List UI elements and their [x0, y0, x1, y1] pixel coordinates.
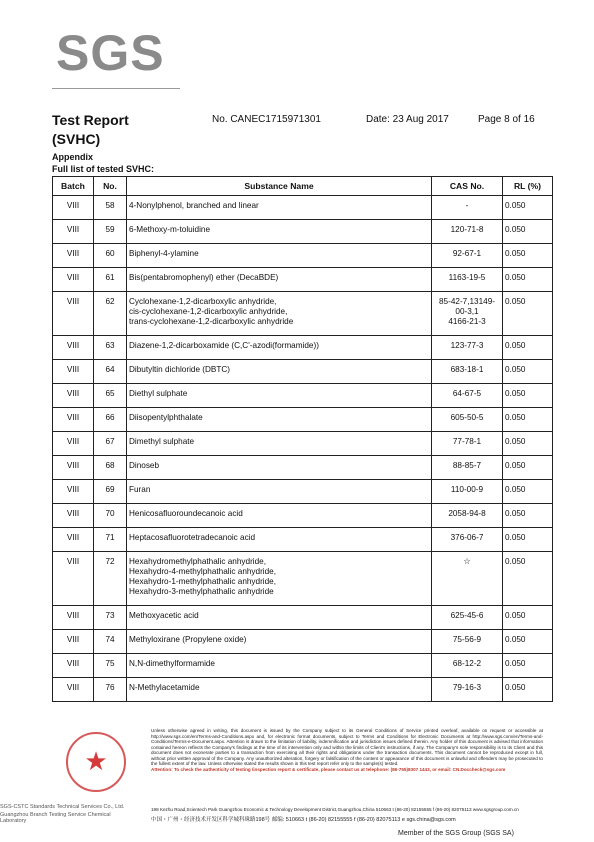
cell-rl: 0.050 — [503, 678, 553, 702]
substance-name-line: Furan — [129, 485, 151, 494]
table-row — [53, 220, 553, 244]
table-row — [53, 360, 553, 384]
address-english: 198 Kezhu Road,Scientech Park Guangzhou Economic & Technology Development District,Guangzhou,China 510663 t (86-20) 82155555 f (86-20) 82075113 www.sgsgroup.com.cn — [151, 807, 519, 812]
cas-number-line: - — [465, 201, 469, 210]
substance-name-line: Methyloxirane (Propylene oxide) — [129, 635, 247, 644]
cell-batch: VIII — [53, 408, 94, 432]
cell-no: 74 — [94, 630, 127, 654]
cell-batch: VIII — [53, 606, 94, 630]
substance-name-line: N-Methylacetamide — [129, 683, 200, 692]
report-title: Test Report — [52, 112, 129, 128]
cas-number-line: 110-00-9 — [450, 485, 484, 494]
cell-no: 63 — [94, 336, 127, 360]
cas-number-line: 123-77-3 — [450, 341, 484, 350]
substance-name-line: 4-Nonylphenol, branched and linear — [129, 201, 259, 210]
report-subtitle: (SVHC) — [52, 131, 101, 147]
cell-substance-name — [127, 384, 432, 408]
cell-batch: VIII — [53, 678, 94, 702]
cell-no: 61 — [94, 268, 127, 292]
substance-name-line: Diazene-1,2-dicarboxamide (C,C'-azodi(formamide)) — [129, 341, 319, 350]
table-row — [53, 606, 553, 630]
cell-cas-no — [432, 360, 503, 384]
cell-cas-no — [432, 244, 503, 268]
cell-cas-no — [432, 678, 503, 702]
cas-number-line: 77-78-1 — [452, 437, 482, 446]
table-row — [53, 408, 553, 432]
table-body — [53, 196, 553, 702]
cell-cas-no — [432, 552, 503, 606]
cell-substance-name — [127, 456, 432, 480]
cell-rl: 0.050 — [503, 654, 553, 678]
sgs-logo-text: SGS — [56, 25, 165, 81]
cell-batch: VIII — [53, 432, 94, 456]
cell-batch: VIII — [53, 552, 94, 606]
cell-no: 62 — [94, 292, 127, 336]
table-row — [53, 504, 553, 528]
cell-cas-no — [432, 384, 503, 408]
cell-cas-no — [432, 504, 503, 528]
cas-number-line: 92-67-1 — [452, 249, 482, 258]
cell-no: 76 — [94, 678, 127, 702]
cell-batch: VIII — [53, 292, 94, 336]
cell-substance-name — [127, 244, 432, 268]
cell-no: 68 — [94, 456, 127, 480]
cell-cas-no — [432, 456, 503, 480]
table-row — [53, 244, 553, 268]
substance-name-line: Hexahydro-4-methylphathalic anhydride, — [129, 567, 276, 576]
cas-number-line: 79-16-3 — [452, 683, 482, 692]
cell-rl: 0.050 — [503, 552, 553, 606]
cell-rl: 0.050 — [503, 606, 553, 630]
table-row — [53, 384, 553, 408]
disclaimer-body: Unless otherwise agreed in writing, this document is issued by the Company subject to its General Conditions of Service printed overleaf, available on request or accessible at http://www.sgs.com/en/Terms-and-Conditions.aspx and, for electronic format documents, subject to Terms and Conditions for Electronic Documents at http://www.sgs.com/en/Terms-and-Conditions/Terms-e-Document.aspx. Attention is drawn to the limitation of liability, indemnification and jurisdiction issues defined therein. Any holder of this document is advised that information contained hereon reflects the Company's findings at the time of its intervention only and within the limits of Client's instructions, if any. The Company's sole responsibility is to its Client and this document does not exonerate parties to a transaction from exercising all their rights and obligations under the transaction documents. This document cannot be reproduced except in full, without prior written approval of the Company. Any unauthorized alteration, forgery or falsification of the content or appearance of this document is unlawful and offenders may be prosecuted to the fullest extent of the law. Unless otherwise stated the results shown in this test report refer only to the sample(s) tested. — [151, 728, 543, 766]
cas-number-line: 120-71-8 — [450, 225, 484, 234]
cell-rl: 0.050 — [503, 360, 553, 384]
cell-no: 66 — [94, 408, 127, 432]
table-row — [53, 456, 553, 480]
cell-rl: 0.050 — [503, 244, 553, 268]
cell-batch: VIII — [53, 630, 94, 654]
substance-name-line: Biphenyl-4-ylamine — [129, 249, 199, 258]
cas-number-line: 88-85-7 — [452, 461, 482, 470]
cell-cas-no — [432, 408, 503, 432]
cell-no: 59 — [94, 220, 127, 244]
sgs-logo — [52, 22, 180, 86]
cell-substance-name — [127, 292, 432, 336]
cell-rl: 0.050 — [503, 196, 553, 220]
cell-batch: VIII — [53, 220, 94, 244]
page-number: Page 8 of 16 — [478, 114, 535, 125]
substance-name-line: Bis(pentabromophenyl) ether (DecaBDE) — [129, 273, 279, 282]
cell-substance-name — [127, 408, 432, 432]
cell-cas-no — [432, 196, 503, 220]
substance-name-line: Hexahydromethylphathalic anhydride, — [129, 557, 266, 566]
header-cas-no: CAS No. — [432, 177, 503, 196]
cell-rl: 0.050 — [503, 220, 553, 244]
header-no: No. — [94, 177, 127, 196]
table-row — [53, 432, 553, 456]
cas-number-line: 605-50-5 — [450, 413, 484, 422]
cell-batch: VIII — [53, 268, 94, 292]
cell-rl: 0.050 — [503, 268, 553, 292]
table-header-row — [53, 177, 553, 196]
cell-rl: 0.050 — [503, 630, 553, 654]
substance-name-line: Diethyl sulphate — [129, 389, 188, 398]
footer — [0, 726, 594, 842]
cell-cas-no — [432, 268, 503, 292]
table-row — [53, 268, 553, 292]
cell-substance-name — [127, 480, 432, 504]
cas-number-line: 85-42-7,13149-00-3,1 — [439, 297, 495, 316]
cell-batch: VIII — [53, 654, 94, 678]
substance-name-line: Heptacosafluorotetradecanoic acid — [129, 533, 256, 542]
cell-substance-name — [127, 268, 432, 292]
list-title: Full list of tested SVHC: — [52, 164, 155, 174]
cell-cas-no — [432, 432, 503, 456]
report-number: No. CANEC1715971301 — [212, 114, 321, 125]
cell-cas-no — [432, 630, 503, 654]
cell-rl: 0.050 — [503, 432, 553, 456]
cell-batch: VIII — [53, 196, 94, 220]
substance-name-line: Diisopentylphthalate — [129, 413, 203, 422]
cas-number-line: 64-67-5 — [452, 389, 482, 398]
cell-no: 75 — [94, 654, 127, 678]
cas-number-line: 75-56-9 — [452, 635, 482, 644]
cell-substance-name — [127, 654, 432, 678]
table-row — [53, 552, 553, 606]
substance-name-line: Dibutyltin dichloride (DBTC) — [129, 365, 231, 374]
cell-rl: 0.050 — [503, 456, 553, 480]
cell-rl: 0.050 — [503, 384, 553, 408]
cell-batch: VIII — [53, 528, 94, 552]
cas-number-line: ☆ — [463, 557, 471, 566]
table-row — [53, 528, 553, 552]
footer-lab-name: Guangzhou Branch Testing Service Chemical Laboratory — [0, 812, 111, 824]
cell-cas-no — [432, 220, 503, 244]
cell-cas-no — [432, 654, 503, 678]
table-row — [53, 678, 553, 702]
cell-substance-name — [127, 630, 432, 654]
cell-substance-name — [127, 552, 432, 606]
cell-no: 58 — [94, 196, 127, 220]
address-chinese: 中国・广州・经济技术开发区科学城科珠路198号 邮编: 510663 t (86-20) 82155555 f (86-20) 82075113 e sgs.china@sgs.com — [151, 817, 456, 823]
table-row — [53, 292, 553, 336]
attention-notice: Attention: To check the authenticity of testing /inspection report & certificate, please contact us at telephone: (86-755)8307 1443, or email: CN.Doccheck@sgs.com — [151, 766, 506, 772]
cell-no: 60 — [94, 244, 127, 268]
cell-no: 73 — [94, 606, 127, 630]
cas-number-line: 68-12-2 — [452, 659, 482, 668]
cell-substance-name — [127, 678, 432, 702]
header-rl: RL (%) — [503, 177, 553, 196]
substance-name-line: Dimethyl sulphate — [129, 437, 195, 446]
cell-substance-name — [127, 528, 432, 552]
cell-no: 67 — [94, 432, 127, 456]
substance-name-line: Henicosafluoroundecanoic acid — [129, 509, 243, 518]
cell-no: 72 — [94, 552, 127, 606]
substance-name-line: Hexahydro-1-methylphathalic anhydride, — [129, 577, 276, 586]
cell-no: 70 — [94, 504, 127, 528]
cell-cas-no — [432, 528, 503, 552]
cell-cas-no — [432, 606, 503, 630]
table-row — [53, 480, 553, 504]
cas-number-line: 2058-94-8 — [448, 509, 486, 518]
cell-rl: 0.050 — [503, 408, 553, 432]
substance-name-line: Methoxyacetic acid — [129, 611, 199, 620]
cell-rl: 0.050 — [503, 480, 553, 504]
official-stamp — [66, 732, 126, 792]
cell-no: 65 — [94, 384, 127, 408]
substance-name-line: Dinoseb — [129, 461, 160, 470]
cas-number-line: 376-06-7 — [450, 533, 484, 542]
cell-substance-name — [127, 196, 432, 220]
substance-name-line: N,N-dimethylformamide — [129, 659, 215, 668]
header-substance-name: Substance Name — [127, 177, 432, 196]
cell-rl: 0.050 — [503, 504, 553, 528]
cell-batch: VIII — [53, 336, 94, 360]
svhc-table — [52, 176, 553, 702]
cell-no: 71 — [94, 528, 127, 552]
table-row — [53, 654, 553, 678]
cell-batch: VIII — [53, 244, 94, 268]
cas-number-line: 625-45-6 — [450, 611, 484, 620]
footer-company-name: SGS-CSTC Standards Technical Services Co., Ltd. — [0, 804, 125, 810]
cell-substance-name — [127, 504, 432, 528]
cell-cas-no — [432, 292, 503, 336]
cell-batch: VIII — [53, 456, 94, 480]
cell-rl: 0.050 — [503, 336, 553, 360]
cell-batch: VIII — [53, 504, 94, 528]
report-date: Date: 23 Aug 2017 — [366, 114, 449, 125]
appendix-label: Appendix — [52, 152, 94, 162]
table-row — [53, 196, 553, 220]
substance-name-line: trans-cyclohexane-1,2-dicarboxylic anhydride — [129, 317, 294, 326]
table-row — [53, 630, 553, 654]
cell-no: 69 — [94, 480, 127, 504]
member-statement: Member of the SGS Group (SGS SA) — [398, 830, 514, 837]
cell-cas-no — [432, 336, 503, 360]
star-icon: ★ — [84, 746, 108, 776]
cell-batch: VIII — [53, 384, 94, 408]
cell-substance-name — [127, 220, 432, 244]
substance-name-line: 6-Methoxy-m-toluidine — [129, 225, 210, 234]
table-row — [53, 336, 553, 360]
cas-number-line: 1163-19-5 — [448, 273, 486, 282]
cell-rl: 0.050 — [503, 528, 553, 552]
substance-name-line: cis-cyclohexane-1,2-dicarboxylic anhydride, — [129, 307, 288, 316]
cell-cas-no — [432, 480, 503, 504]
cell-batch: VIII — [53, 480, 94, 504]
cell-substance-name — [127, 606, 432, 630]
substance-name-line: Cyclohexane-1,2-dicarboxylic anhydride, — [129, 297, 277, 306]
cell-batch: VIII — [53, 360, 94, 384]
header-batch: Batch — [53, 177, 94, 196]
cell-rl: 0.050 — [503, 292, 553, 336]
cell-substance-name — [127, 432, 432, 456]
logo-divider — [52, 88, 180, 89]
cas-number-line: 683-18-1 — [450, 365, 484, 374]
substance-name-line: Hexahydro-3-methylphathalic anhydride — [129, 587, 274, 596]
cell-substance-name — [127, 360, 432, 384]
cell-no: 64 — [94, 360, 127, 384]
cas-number-line: 4166-21-3 — [448, 317, 486, 326]
cell-substance-name — [127, 336, 432, 360]
disclaimer-text — [151, 728, 543, 772]
